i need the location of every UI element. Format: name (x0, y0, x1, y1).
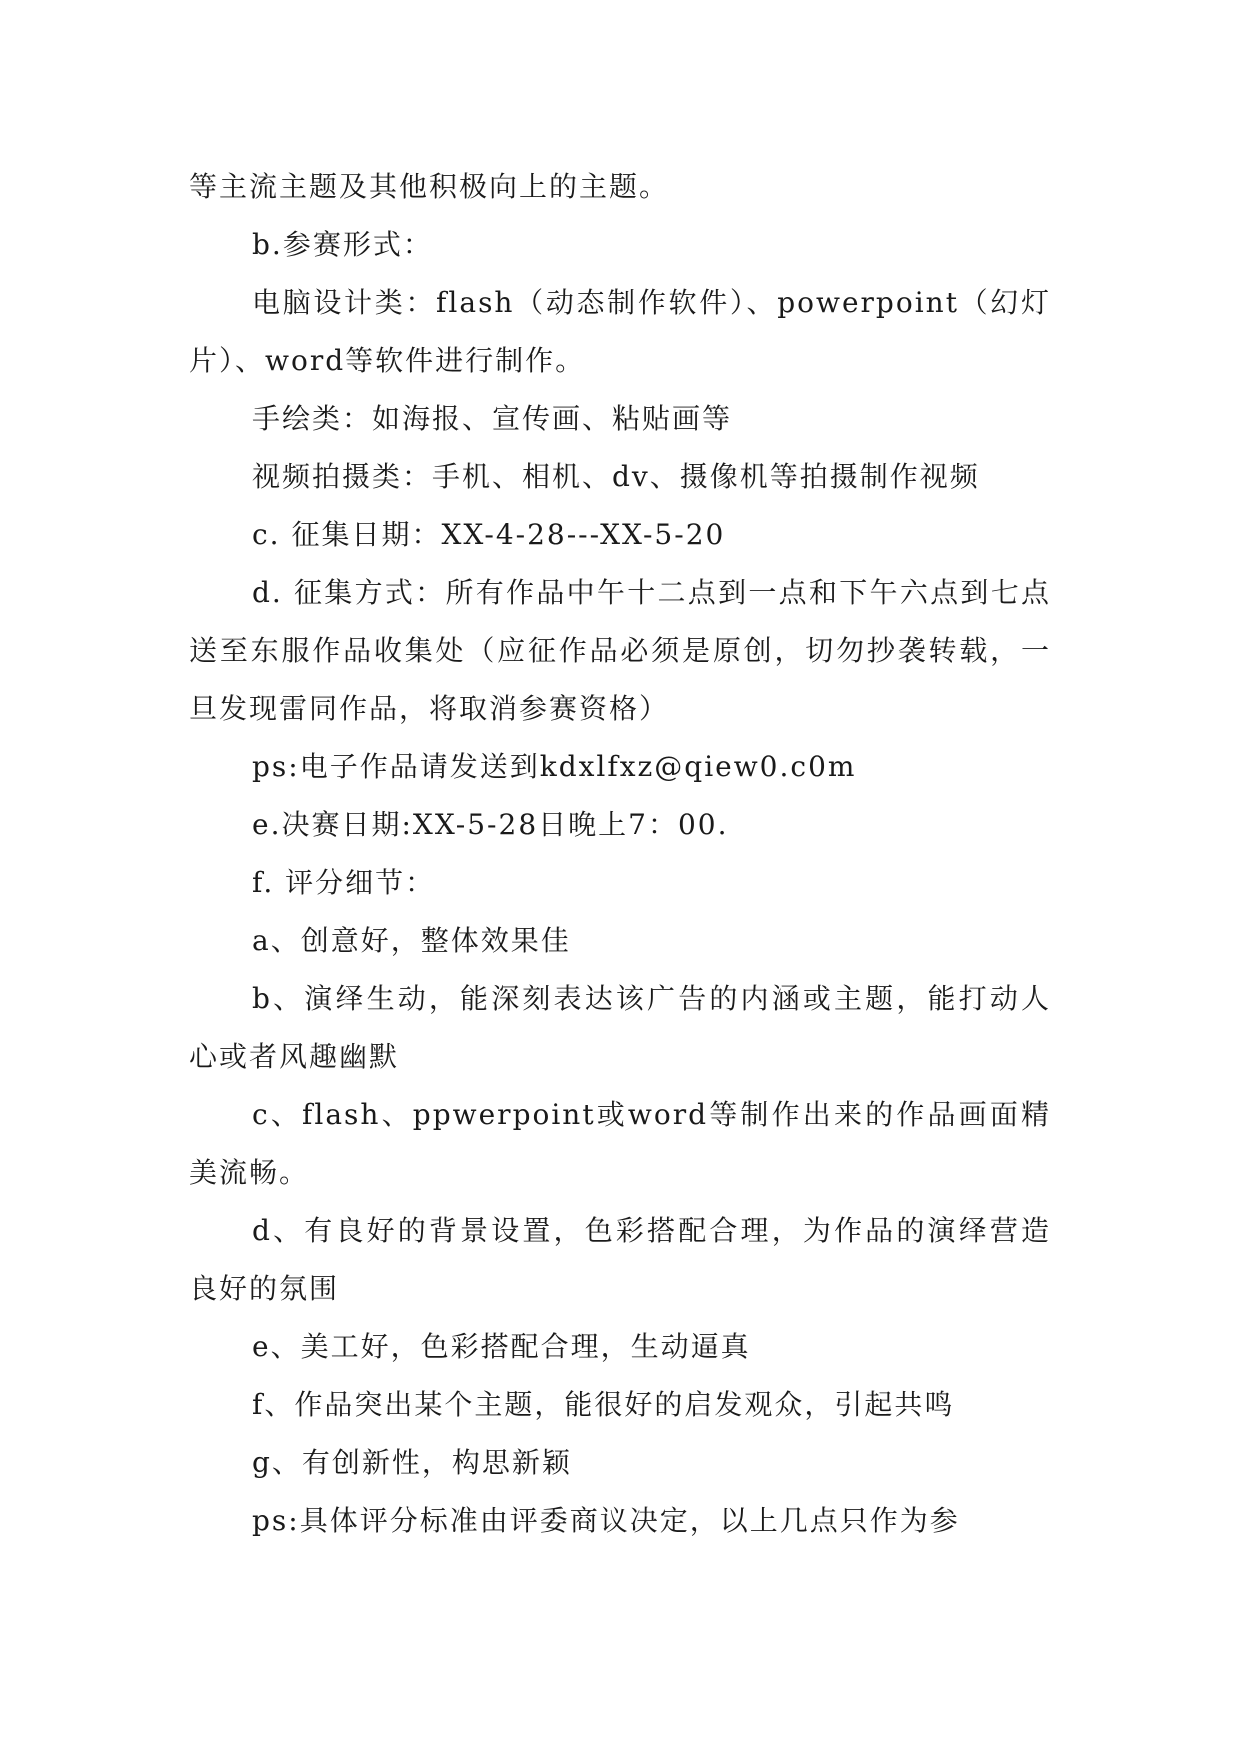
paragraph-entry-format-heading: b.参赛形式： (252, 228, 433, 261)
paragraph-hand-drawn: 手绘类：如海报、宣传画、粘贴画等 (252, 402, 733, 435)
paragraph-final-date: e.决赛日期:XX-5-28日晚上7：00. (252, 808, 729, 841)
paragraph-scoring-c: c、flash、ppwerpoint或word等制作出来的作品画面精美流畅。 (189, 1098, 1051, 1189)
paragraph-scoring-b: b、演绎生动，能深刻表达该广告的内涵或主题，能打动人心或者风趣幽默 (189, 982, 1051, 1073)
paragraph-collection-method: d. 征集方式：所有作品中午十二点到一点和下午六点到七点送至东服作品收集处（应征作品必须是原创，切勿抄袭转载，一旦发现雷同作品，将取消参赛资格） (189, 576, 1051, 725)
document-body (189, 158, 1051, 1550)
paragraph-video: 视频拍摄类：手机、相机、dv、摄像机等拍摄制作视频 (252, 460, 980, 493)
paragraph-collection-dates: c. 征集日期：XX-4-28---XX-5-20 (252, 518, 726, 551)
paragraph-scoring-heading: f. 评分细节： (252, 866, 436, 899)
paragraph-email-note: ps:电子作品请发送到kdxlfxz@qiew0.c0m (252, 750, 857, 783)
paragraph-computer-design: 电脑设计类：flash（动态制作软件）、powerpoint（幻灯片）、word等软件进行制作。 (189, 286, 1051, 377)
paragraph-scoring-e: e、美工好，色彩搭配合理，生动逼真 (252, 1330, 751, 1363)
paragraph-scoring-note: ps:具体评分标准由评委商议决定，以上几点只作为参 (252, 1504, 960, 1537)
paragraph-scoring-d: d、有良好的背景设置，色彩搭配合理，为作品的演绎营造良好的氛围 (189, 1214, 1051, 1305)
paragraph-scoring-f: f、作品突出某个主题，能很好的启发观众，引起共鸣 (252, 1388, 955, 1421)
paragraph-scoring-g: g、有创新性，构思新颖 (252, 1446, 572, 1479)
paragraph-scoring-a: a、创意好，整体效果佳 (252, 924, 571, 957)
paragraph-theme-continuation: 等主流主题及其他积极向上的主题。 (189, 170, 670, 203)
